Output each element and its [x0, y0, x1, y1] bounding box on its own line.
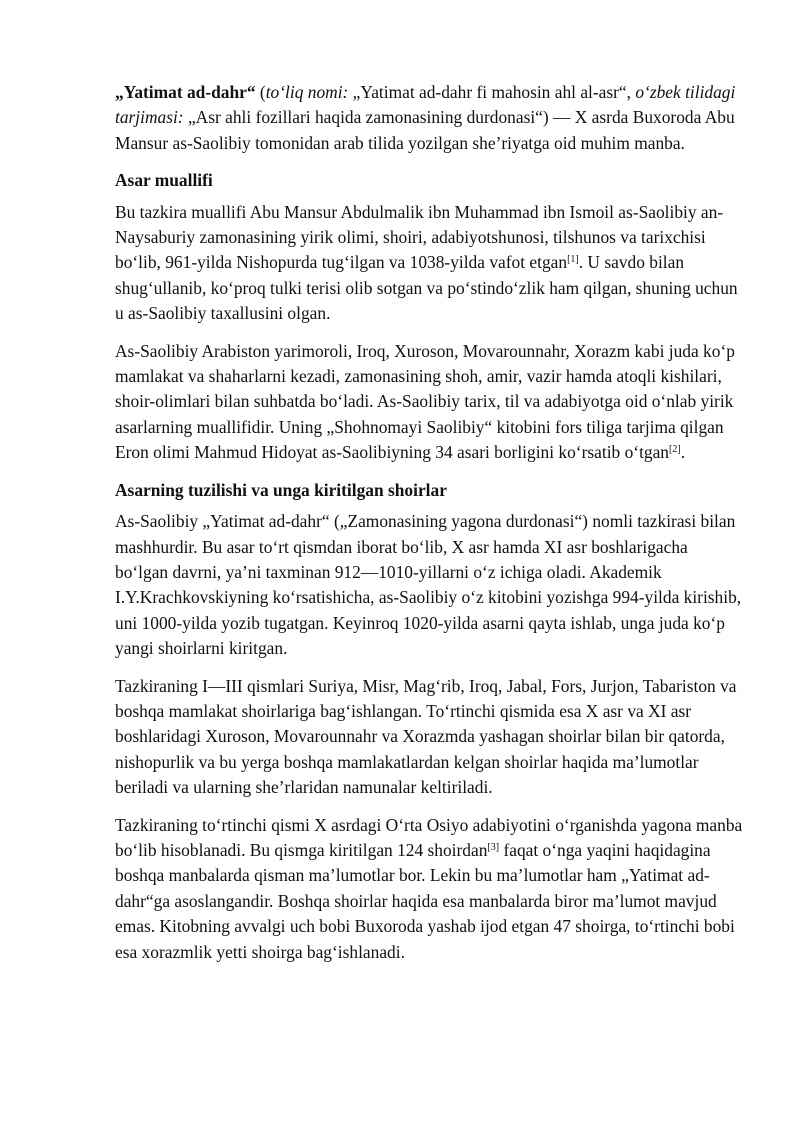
section-heading-structure: Asarning tuzilishi va unga kiritilgan shoirlar: [115, 479, 447, 500]
full-name: „Yatimat ad-dahr fi mahosin ahl al-asr“,: [348, 82, 636, 102]
author-text-2b: .: [680, 442, 686, 463]
author-text-1b: . U savdo bilan shug‘ullanib, ko‘proq tulki terisi olib sotgan va po‘stindo‘zlik ham qilgan, shuning uchun u as-Saolibiy taxallusini olgan.: [115, 252, 738, 324]
structure-text-3b: faqat o‘nga yaqini haqidagina boshqa manbalarda qisman ma’lumotlar bor. Lekin bu ma’lumotlar ham „Yatimat ad-dahr“ga asoslangandir. Boshqa shoirlar haqida esa manbalarda biror ma’lumot mavjud emas. Kitobning avvalgi uch bobi Buxoroda yashab ijod etgan 47 shoirga, to‘rtinchi bobi esa xorazmlik yetti shoirga bag‘ishlanadi.: [115, 839, 735, 962]
structure-paragraph-1: As-Saolibiy „Yatimat ad-dahr“ („Zamonasining yagona durdonasi“) nomli tazkirasi bilan mashhurdir. Bu asar to‘rt qismdan iborat bo‘lib, X asr hamda XI asr boshlarigacha bo‘lgan davrni, ya’ni taxminan 912—1010-yillarni o‘z ichiga oladi. Akademik I.Y.Krachkovskiyning ko‘rsatishicha, as-Saolibiy o‘z kitobini yozishga 994-yilda kirishib, uni 1000-yilda yozib tugatgan. Keyinroq 1020-yilda asarni qayta ishlab, unga juda ko‘p yangi shoirlarni kiritgan.: [115, 511, 742, 659]
article: [115, 80, 745, 977]
author-text-2a: As-Saolibiy Arabiston yarimoroli, Iroq, Xuroson, Movarounnahr, Xorazm kabi juda ko‘p mamlakat va shaharlarni kezadi, zamonasining shoh, amir, vazir hamda atoqli kishilari, shoir-olimlari bilan suhbatda bo‘ladi. As-Saolibiy tarix, til va adabiyotga oid o‘nlab yirik asarlarning muallifidir. Uning „Shohnomayi Saolibiy“ kitobini fors tiliga tarjima qilgan Eron olimi Mahmud Hidoyat as-Saolibiyning 34 asari borligini ko‘rsatib o‘tgan: [115, 340, 735, 463]
translation-label: o‘zbek tilidagi tarjimasi:: [115, 82, 736, 128]
section-heading-author: Asar muallifi: [115, 170, 213, 191]
intro-paragraph: [115, 80, 745, 156]
author-paragraph-1: [115, 200, 745, 327]
author-text-1a: Bu tazkira muallifi Abu Mansur Abdulmalik ibn Muhammad ibn Ismoil as-Saolibiy an-Naysaburiy zamonasining yirik olimi, shoiri, adabiyotshunosi, tilshunos va tarixchisi bo‘lib, 961-yilda Nishopurda tug‘ilgan va 1038-yilda vafot etgan: [115, 201, 724, 273]
full-name-label: to‘liq nomi:: [265, 82, 349, 102]
structure-paragraph-3: [115, 813, 745, 965]
structure-paragraph-2: Tazkiraning I—III qismlari Suriya, Misr, Mag‘rib, Iroq, Jabal, Fors, Jurjon, Tabariston va boshqa mamlakat shoirlariga bag‘ishlangan. To‘rtinchi qismida esa X asr va XI asr boshlaridagi Xuroson, Movarounnahr va Xorazmda yashagan shoirlar bilan bir qatorda, nishopurlik va bu yerga boshqa mamlakatlardan kelgan shoirlar haqida ma’lumotlar beriladi va ularning she’rlaridan namunalar keltiriladi.: [115, 675, 737, 798]
reference-link-1[interactable]: [1]: [567, 254, 579, 266]
structure-text-3a: Tazkiraning to‘rtinchi qismi X asrdagi O‘rta Osiyo adabiyotini o‘rganishda yagona manba bo‘lib hisoblanadi. Bu qismga kiritilgan 124 shoirdan: [115, 814, 743, 860]
reference-link-2[interactable]: [2]: [669, 444, 681, 456]
intro-text: (: [255, 82, 266, 102]
article-title: „Yatimat ad-dahr“: [115, 82, 256, 102]
reference-link-3[interactable]: [3]: [487, 841, 500, 853]
author-paragraph-2: [115, 339, 745, 466]
translation-text: „Asr ahli fozillari haqida zamonasining durdonasi“) — X asrda Buxoroda Abu Mansur as-Saolibiy tomonidan arab tilida yozilgan she’riyatga oid muhim manba.: [115, 107, 735, 153]
